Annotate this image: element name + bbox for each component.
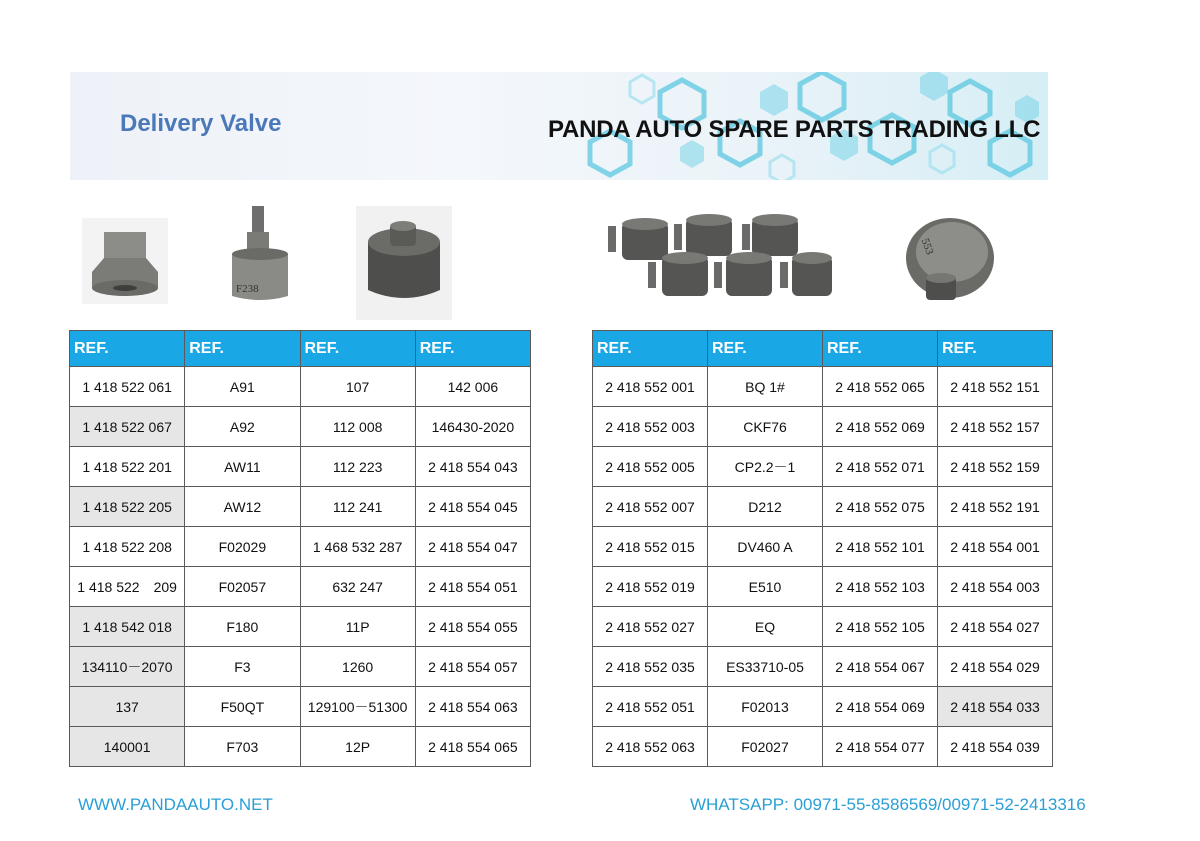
table-row [70,607,531,647]
table-row [593,727,1053,767]
table-cell: 137 [70,687,185,727]
table-cell: 2 418 554 043 [415,447,530,487]
table-cell: F02057 [185,567,300,607]
table-cell: 146430-2020 [415,407,530,447]
table-row [70,687,531,727]
table-cell: 142 006 [415,367,530,407]
table-cell: 2 418 552 151 [938,367,1053,407]
table-cell: 2 418 552 005 [593,447,708,487]
table-cell: 2 418 552 105 [823,607,938,647]
product-image-valve-f238 [222,204,298,304]
table-cell: 1 418 522 201 [70,447,185,487]
website-link[interactable]: WWW.PANDAAUTO.NET [78,795,273,814]
product-image-valve-group [602,212,838,304]
table-cell: BQ 1# [708,367,823,407]
reference-table-left [69,330,531,767]
table-cell: 2 418 552 015 [593,527,708,567]
table-cell: 112 008 [300,407,415,447]
table-cell: 1 418 522 061 [70,367,185,407]
table-cell: 2 418 554 077 [823,727,938,767]
column-header: REF. [708,331,823,367]
table-cell: F180 [185,607,300,647]
table-cell: 2 418 552 007 [593,487,708,527]
table-cell: 1 418 522 209 [70,567,185,607]
column-header: REF. [938,331,1053,367]
table-cell: ES33710-05 [708,647,823,687]
table-row [70,527,531,567]
column-header: REF. [300,331,415,367]
table-row [70,487,531,527]
table-cell: 2 418 554 027 [938,607,1053,647]
table-cell: 2 418 554 057 [415,647,530,687]
whatsapp-contact: WHATSAPP: 00971-55-8586569/00971-52-2413316 [690,795,1086,814]
table-row [70,647,531,687]
table-cell: 2 418 554 055 [415,607,530,647]
table-cell: 2 418 552 065 [823,367,938,407]
table-cell: E510 [708,567,823,607]
table-cell: F3 [185,647,300,687]
table-cell: CP2.2－1 [708,447,823,487]
table-cell: 107 [300,367,415,407]
table-cell: 2 418 552 051 [593,687,708,727]
table-cell: A92 [185,407,300,447]
table-cell: 12P [300,727,415,767]
table-cell: 2 418 552 159 [938,447,1053,487]
table-row [593,527,1053,567]
table-row [70,727,531,767]
table-cell: 1260 [300,647,415,687]
table-cell: 2 418 552 027 [593,607,708,647]
table-cell: 2 418 554 001 [938,527,1053,567]
table-row [593,567,1053,607]
table-cell: F02029 [185,527,300,567]
table-cell: 2 418 552 019 [593,567,708,607]
table-row [593,607,1053,647]
table-row [593,407,1053,447]
page-title: Delivery Valve [120,110,282,137]
table-cell: 2 418 552 001 [593,367,708,407]
table-cell: 2 418 552 063 [593,727,708,767]
table-cell: 632 247 [300,567,415,607]
column-header: REF. [823,331,938,367]
table-cell: 2 418 554 063 [415,687,530,727]
table-cell: 2 418 552 069 [823,407,938,447]
table-cell: 2 418 552 103 [823,567,938,607]
column-header: REF. [593,331,708,367]
table-cell: 2 418 554 039 [938,727,1053,767]
table-row [593,367,1053,407]
table-cell: 1 468 532 287 [300,527,415,567]
table-cell: 2 418 554 033 [938,687,1053,727]
column-header: REF. [70,331,185,367]
table-cell: F02013 [708,687,823,727]
table-cell: 2 418 552 071 [823,447,938,487]
table-row [593,647,1053,687]
table-row [593,447,1053,487]
table-row [70,367,531,407]
table-cell: 1 418 542 018 [70,607,185,647]
table-cell: 2 418 552 003 [593,407,708,447]
table-cell: 11P [300,607,415,647]
table-cell: 2 418 552 157 [938,407,1053,447]
table-cell: 2 418 554 067 [823,647,938,687]
table-cell: 134110－2070 [70,647,185,687]
valve-marking-553: 553 [918,236,936,257]
table-row [70,567,531,607]
table-cell: 1 418 522 067 [70,407,185,447]
table-cell: 2 418 554 069 [823,687,938,727]
product-image-valve-round [356,206,452,320]
table-cell: 112 241 [300,487,415,527]
table-row [70,447,531,487]
table-cell: 140001 [70,727,185,767]
table-cell: 2 418 554 045 [415,487,530,527]
table-cell: 112 223 [300,447,415,487]
table-cell: D212 [708,487,823,527]
table-cell: 2 418 552 035 [593,647,708,687]
column-header: REF. [185,331,300,367]
table-cell: 1 418 522 208 [70,527,185,567]
table-cell: 2 418 554 029 [938,647,1053,687]
table-cell: 2 418 554 003 [938,567,1053,607]
table-cell: 2 418 554 051 [415,567,530,607]
valve-marking-f238: F238 [236,283,259,295]
header-banner [70,72,1048,180]
table-cell: F50QT [185,687,300,727]
table-cell: EQ [708,607,823,647]
table-cell: 2 418 552 075 [823,487,938,527]
table-cell: A91 [185,367,300,407]
table-cell: 2 418 552 101 [823,527,938,567]
table-row [593,487,1053,527]
product-image-valve-body [82,218,168,304]
column-header: REF. [415,331,530,367]
table-cell: 129100－51300 [300,687,415,727]
table-row [70,407,531,447]
table-row [593,687,1053,727]
product-image-valve-553 [898,206,998,316]
reference-table-right [592,330,1053,767]
table-cell: CKF76 [708,407,823,447]
table-cell: 2 418 554 047 [415,527,530,567]
table-cell: F02027 [708,727,823,767]
table-cell: DV460 A [708,527,823,567]
company-name: PANDA AUTO SPARE PARTS TRADING LLC [548,116,1041,143]
table-cell: 1 418 522 205 [70,487,185,527]
table-cell: AW11 [185,447,300,487]
table-cell: F703 [185,727,300,767]
table-cell: 2 418 552 191 [938,487,1053,527]
table-cell: AW12 [185,487,300,527]
table-header-row [70,331,531,367]
table-header-row [593,331,1053,367]
table-cell: 2 418 554 065 [415,727,530,767]
